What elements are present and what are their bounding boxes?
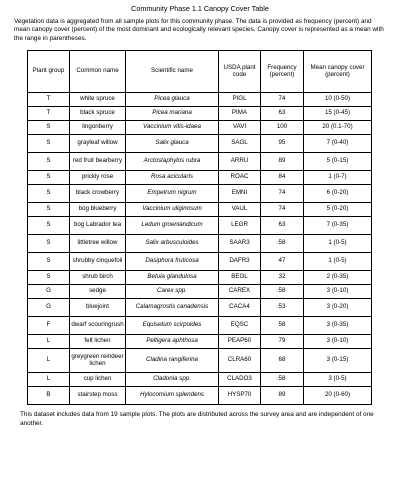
cell-scientific-name: Salix arbusculoides xyxy=(126,235,219,253)
table-row xyxy=(28,153,372,171)
cell-usda-code: EQSC xyxy=(219,317,261,335)
cell-scientific-name: Empetrum nigrum xyxy=(126,185,219,203)
table-row xyxy=(28,121,372,135)
cell-usda-code: PIGL xyxy=(219,93,261,107)
table-row xyxy=(28,387,372,405)
cell-scientific-name: Vaccinium vitis-idaea xyxy=(126,121,219,135)
footer-note: This dataset includes data from 19 sample plots. The plots are distributed across the survey area and are independent of one another. xyxy=(20,411,374,427)
cell-frequency: 74 xyxy=(261,93,304,107)
cell-common-name: felt lichen xyxy=(70,335,126,349)
cell-frequency: 79 xyxy=(261,335,304,349)
cell-common-name: cup lichen xyxy=(70,373,126,387)
cell-common-name: red fruit bearberry xyxy=(70,153,126,171)
cell-plant-group: G xyxy=(28,285,70,299)
cell-frequency: 68 xyxy=(261,349,304,373)
table-row xyxy=(28,299,372,317)
cell-plant-group: S xyxy=(28,135,70,153)
cell-canopy-cover: 3 (0-20) xyxy=(304,299,372,317)
cell-canopy-cover: 7 (0-35) xyxy=(304,217,372,235)
document-page xyxy=(14,4,386,428)
cell-canopy-cover: 6 (0-20) xyxy=(304,185,372,203)
cell-canopy-cover: 3 (0-10) xyxy=(304,335,372,349)
cell-plant-group: L xyxy=(28,349,70,373)
cell-common-name: bog Labrador tea xyxy=(70,217,126,235)
cell-plant-group: S xyxy=(28,121,70,135)
cell-scientific-name: Picea glauca xyxy=(126,93,219,107)
cell-usda-code: DAFR3 xyxy=(219,253,261,271)
table-row xyxy=(28,135,372,153)
cell-canopy-cover: 3 (0-35) xyxy=(304,317,372,335)
cell-usda-code: BEGL xyxy=(219,271,261,285)
table-row xyxy=(28,349,372,373)
cell-frequency: 100 xyxy=(261,121,304,135)
cell-plant-group: L xyxy=(28,335,70,349)
cell-plant-group: B xyxy=(28,387,70,405)
cell-canopy-cover: 20 (0.1-70) xyxy=(304,121,372,135)
cell-usda-code: ARRU xyxy=(219,153,261,171)
cell-usda-code: EMNI xyxy=(219,185,261,203)
cell-canopy-cover: 15 (0-45) xyxy=(304,107,372,121)
cell-frequency: 32 xyxy=(261,271,304,285)
cell-usda-code: CLRA60 xyxy=(219,349,261,373)
cell-usda-code: VAVI xyxy=(219,121,261,135)
cell-plant-group: S xyxy=(28,235,70,253)
cell-common-name: dwarf scouringrush xyxy=(70,317,126,335)
cell-canopy-cover: 5 (0-20) xyxy=(304,203,372,217)
cell-canopy-cover: 1 (0-5) xyxy=(304,253,372,271)
cell-canopy-cover: 3 (0-15) xyxy=(304,349,372,373)
cell-common-name: greygreen reindeer lichen xyxy=(70,349,126,373)
cell-usda-code: CLADO3 xyxy=(219,373,261,387)
cell-common-name: bog blueberry xyxy=(70,203,126,217)
cell-common-name: prickly rose xyxy=(70,171,126,185)
table-row xyxy=(28,317,372,335)
cell-canopy-cover: 20 (0-60) xyxy=(304,387,372,405)
table-row xyxy=(28,373,372,387)
table-row xyxy=(28,235,372,253)
cell-canopy-cover: 3 (0-5) xyxy=(304,373,372,387)
cell-common-name: black crowberry xyxy=(70,185,126,203)
cell-scientific-name: Calamagrostis canadensis xyxy=(126,299,219,317)
cell-frequency: 74 xyxy=(261,203,304,217)
header-scientific-name: Scientific name xyxy=(126,51,219,93)
table-row xyxy=(28,185,372,203)
cell-frequency: 58 xyxy=(261,235,304,253)
cell-scientific-name: Salix glauca xyxy=(126,135,219,153)
cell-scientific-name: Equisetum scirpoides xyxy=(126,317,219,335)
cell-usda-code: PIMA xyxy=(219,107,261,121)
cell-frequency: 58 xyxy=(261,373,304,387)
cell-usda-code: PEAP60 xyxy=(219,335,261,349)
cell-usda-code: VAUL xyxy=(219,203,261,217)
cell-scientific-name: Carex spp. xyxy=(126,285,219,299)
cell-plant-group: G xyxy=(28,299,70,317)
table-row xyxy=(28,171,372,185)
cell-plant-group: T xyxy=(28,107,70,121)
cell-scientific-name: Cladonia spp. xyxy=(126,373,219,387)
cell-frequency: 89 xyxy=(261,153,304,171)
cell-common-name: bluejoint xyxy=(70,299,126,317)
cell-frequency: 63 xyxy=(261,107,304,121)
cell-frequency: 58 xyxy=(261,285,304,299)
cell-scientific-name: Hylocomium splendens xyxy=(126,387,219,405)
cell-scientific-name: Vaccinium uliginosum xyxy=(126,203,219,217)
table-row xyxy=(28,203,372,217)
cell-scientific-name: Rosa acicularis xyxy=(126,171,219,185)
cell-canopy-cover: 5 (0-15) xyxy=(304,153,372,171)
cell-plant-group: S xyxy=(28,185,70,203)
cell-common-name: grayleaf willow xyxy=(70,135,126,153)
table-header-row xyxy=(28,51,372,93)
cell-canopy-cover: 2 (0-35) xyxy=(304,271,372,285)
cell-usda-code: CACA4 xyxy=(219,299,261,317)
table-row xyxy=(28,253,372,271)
table-row xyxy=(28,217,372,235)
header-plant-group: Plant group xyxy=(28,51,70,93)
table-row xyxy=(28,335,372,349)
cell-usda-code: SAAR3 xyxy=(219,235,261,253)
cell-plant-group: T xyxy=(28,93,70,107)
cell-usda-code: CAREX xyxy=(219,285,261,299)
cell-frequency: 47 xyxy=(261,253,304,271)
cell-plant-group: S xyxy=(28,171,70,185)
cell-common-name: shrub birch xyxy=(70,271,126,285)
cell-canopy-cover: 1 (0-5) xyxy=(304,235,372,253)
header-usda-code: USDA plant code xyxy=(219,51,261,93)
cell-canopy-cover: 1 (0-7) xyxy=(304,171,372,185)
cell-scientific-name: Ledum groenlandicum xyxy=(126,217,219,235)
table-row xyxy=(28,93,372,107)
cell-scientific-name: Arctostaphylos rubra xyxy=(126,153,219,171)
table-row xyxy=(28,285,372,299)
cell-canopy-cover: 7 (0-40) xyxy=(304,135,372,153)
cell-plant-group: S xyxy=(28,271,70,285)
intro-paragraph: Vegetation data is aggregated from all sample plots for this community phase. The data is provided as frequency (percent) and mean canopy cover (percent) of the most dominant and ecologically relevant species. Canopy cover is represented as a mean with the range in parentheses. xyxy=(14,18,384,42)
cell-frequency: 74 xyxy=(261,185,304,203)
cell-usda-code: SAGL xyxy=(219,135,261,153)
cell-canopy-cover: 10 (0-50) xyxy=(304,93,372,107)
cell-plant-group: S xyxy=(28,203,70,217)
cell-common-name: shrubby cinquefoil xyxy=(70,253,126,271)
cell-common-name: sedge xyxy=(70,285,126,299)
cell-plant-group: S xyxy=(28,253,70,271)
cell-scientific-name: Betula glandulosa xyxy=(126,271,219,285)
header-frequency: Frequency (percent) xyxy=(261,51,304,93)
table-row xyxy=(28,271,372,285)
cell-common-name: lingonberry xyxy=(70,121,126,135)
cell-frequency: 58 xyxy=(261,317,304,335)
cell-usda-code: HYSP70 xyxy=(219,387,261,405)
cell-scientific-name: Peltigera aphthosa xyxy=(126,335,219,349)
header-common-name: Common name xyxy=(70,51,126,93)
cell-scientific-name: Picea mariana xyxy=(126,107,219,121)
cell-usda-code: ROAC xyxy=(219,171,261,185)
cell-scientific-name: Cladina rangiferina xyxy=(126,349,219,373)
cell-plant-group: L xyxy=(28,373,70,387)
header-canopy-cover: Mean canopy cover (percent) xyxy=(304,51,372,93)
cell-plant-group: S xyxy=(28,217,70,235)
cell-frequency: 95 xyxy=(261,135,304,153)
cell-plant-group: F xyxy=(28,317,70,335)
cell-common-name: stairstep moss xyxy=(70,387,126,405)
cell-plant-group: S xyxy=(28,153,70,171)
cell-scientific-name: Dasiphora fruticosa xyxy=(126,253,219,271)
cell-frequency: 89 xyxy=(261,387,304,405)
cell-frequency: 53 xyxy=(261,299,304,317)
document-title: Community Phase 1.1 Canopy Cover Table xyxy=(131,4,269,13)
canopy-cover-table xyxy=(27,50,372,405)
cell-common-name: littletree willow xyxy=(70,235,126,253)
cell-frequency: 84 xyxy=(261,171,304,185)
cell-canopy-cover: 3 (0-10) xyxy=(304,285,372,299)
cell-common-name: white spruce xyxy=(70,93,126,107)
cell-frequency: 63 xyxy=(261,217,304,235)
cell-common-name: black spruce xyxy=(70,107,126,121)
table-row xyxy=(28,107,372,121)
cell-usda-code: LEGR xyxy=(219,217,261,235)
